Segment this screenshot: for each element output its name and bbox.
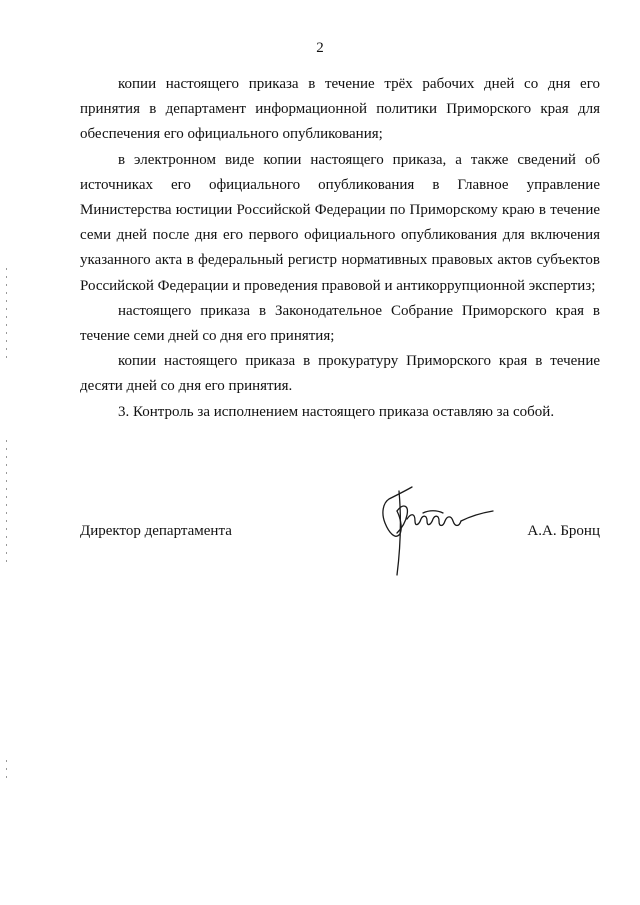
page-number: 2 — [316, 40, 324, 56]
paragraph-control-clause: 3. Контроль за исполнением настоящего приказа оставляю за собой. — [118, 403, 555, 420]
handwritten-signature — [377, 483, 495, 578]
signatory-position: Директор департамента — [80, 523, 232, 539]
paragraph-copy-to-legislative-assembly: настоящего приказа в Законодательное Собрание Приморского края в течение семи дней со дня его принятия; — [80, 302, 600, 345]
signature-row — [80, 520, 600, 542]
scan-margin-marks-bottom — [6, 760, 9, 784]
scan-margin-marks — [6, 268, 9, 364]
document-body — [80, 72, 600, 425]
signatory-name: А.А. Бронц — [527, 523, 600, 539]
scan-margin-marks-lower — [6, 440, 9, 568]
paragraph-copy-to-prosecutor: копии настоящего приказа в прокуратуру Приморского края в течение десяти дней со дня его принятия. — [80, 353, 600, 395]
paragraph-copy-to-info-department: копии настоящего приказа в течение трёх рабочих дней со дня его принятия в департамент информационной политики Приморского края для обеспечения его официального опубликования; — [80, 76, 600, 143]
paragraph-electronic-copy-ministry: в электронном виде копии настоящего приказа, а также сведений об источниках его официального опубликования в Главное управление Министерства юстиции Российской Федерации по Приморскому краю в течение семи дней после дня его первого официального опубликования для включения указанного акта в федеральный регистр нормативных правовых актов субъектов Российской Федерации и проведения правовой и антикоррупционной экспертиз; — [80, 151, 600, 294]
